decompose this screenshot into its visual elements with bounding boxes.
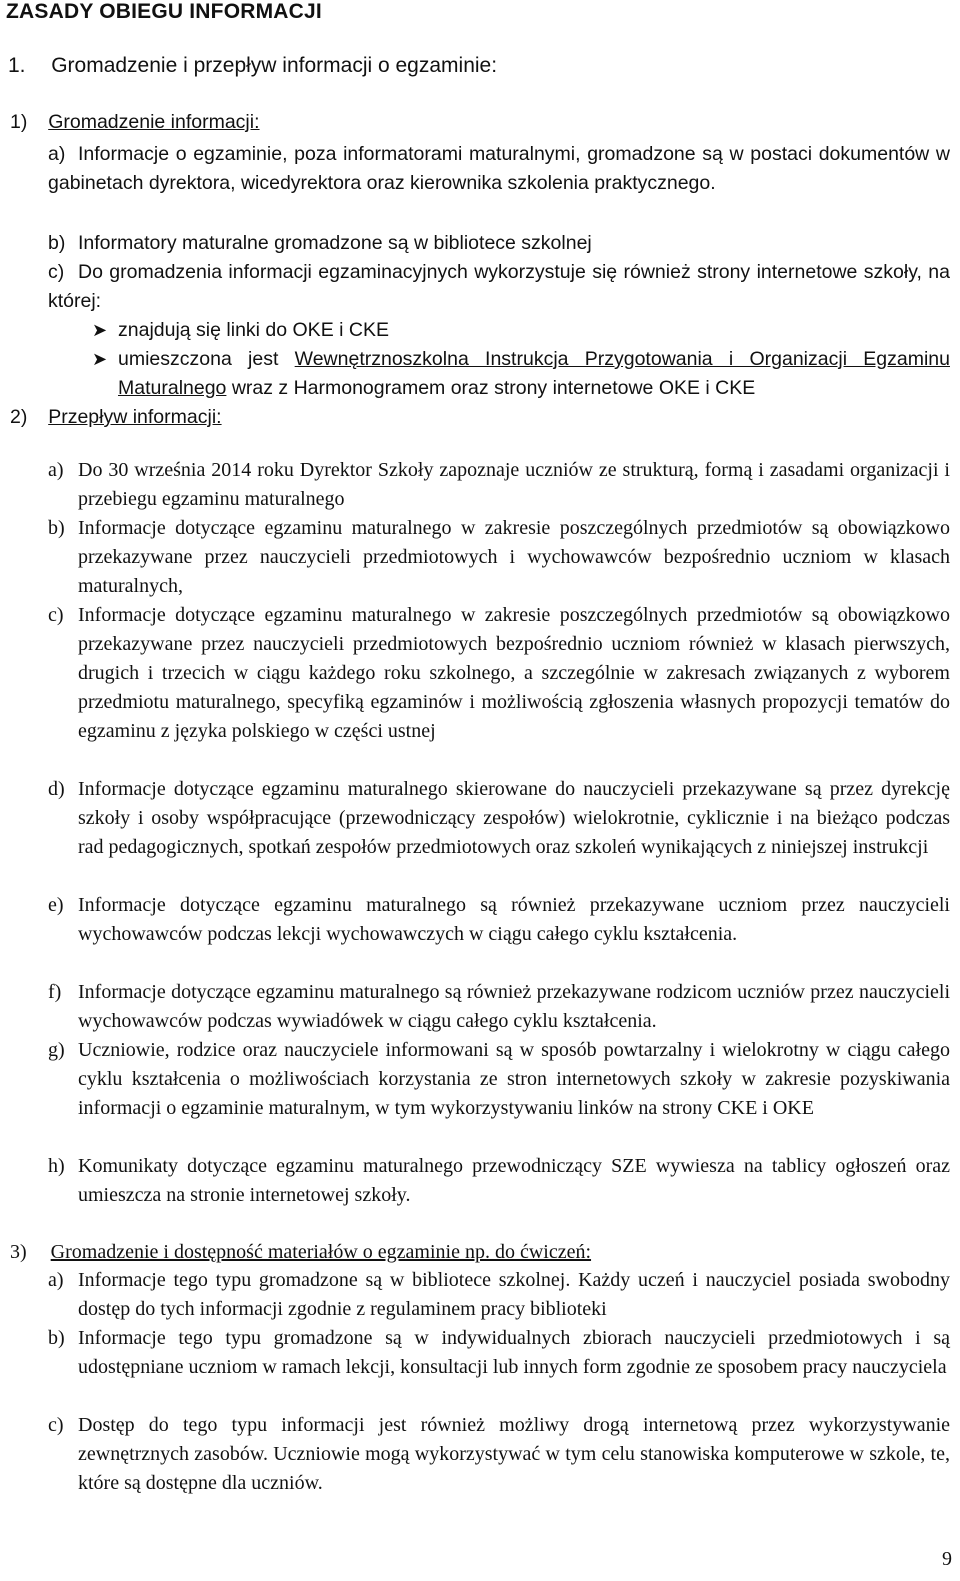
- sub1-item-a: [48, 140, 950, 198]
- instruction-link[interactable]: Wewnętrznoszkolna Instrukcja Przygotowania i Organizacji Egzaminu Maturalnego: [118, 348, 950, 399]
- arrow-bullet-icon: ➤: [92, 349, 108, 369]
- sub2-item-h: [48, 1152, 950, 1210]
- item-marker: a): [48, 143, 66, 165]
- item-text: Dostęp do tego typu informacji jest również możliwy drogą internetową przez wykorzystywanie zewnętrznych zasobów. Uczniowie mogą wykorzystywać w tym celu stanowiska komputerowe w szkole, te, które są dostępne dla uczniów.: [78, 1414, 950, 1494]
- item-marker: a): [48, 459, 64, 481]
- subsection-2-number: 2): [10, 406, 28, 428]
- sub2-item-b: [48, 514, 950, 601]
- subsection-1-number: 1): [10, 111, 28, 133]
- item-marker: c): [48, 1414, 64, 1436]
- item-marker: c): [48, 261, 65, 283]
- sub2-item-e: [48, 891, 950, 949]
- subsection-3-heading: [10, 1238, 950, 1267]
- item-text: Do gromadzenia informacji egzaminacyjnych wykorzystuje się również strony internetowe szkoły, na której:: [48, 261, 950, 312]
- bullet-text-after: wraz z Harmonogramem oraz strony internetowe OKE i CKE: [226, 377, 756, 399]
- item-marker: b): [48, 517, 65, 539]
- section-1-number: 1.: [8, 54, 26, 77]
- sub2-item-g: [48, 1036, 950, 1123]
- sub3-item-b: [48, 1324, 950, 1382]
- item-marker: a): [48, 1269, 64, 1291]
- sub2-item-d: [48, 775, 950, 862]
- section-1-heading: [8, 54, 497, 78]
- item-marker: b): [48, 232, 66, 254]
- item-marker: d): [48, 778, 65, 800]
- item-marker: c): [48, 604, 64, 626]
- bullet-text-before: umieszczona jest: [118, 348, 295, 370]
- sub3-item-c: [48, 1411, 950, 1498]
- item-text: Informacje tego typu gromadzone są w indywidualnych zbiorach nauczycieli przedmiotowych i są udostępniane uczniom w ramach lekcji, konsultacji lub innych form zgodnie ze sposobem pracy nauczyciela: [78, 1327, 950, 1378]
- subsection-3-title: Gromadzenie i dostępność materiałów o egzaminie np. do ćwiczeń:: [50, 1241, 592, 1263]
- item-marker: b): [48, 1327, 65, 1349]
- sub1-item-c: [48, 258, 950, 316]
- item-text: Uczniowie, rodzice oraz nauczyciele informowani są w sposób powtarzalny i wielokrotny w ciągu całego cyklu kształcenia o możliwościach korzystania ze stron internetowych szkoły w zakresie pozyskiwania informacji o egzaminie maturalnym, w tym wykorzystywaniu linków na strony CKE i OKE: [78, 1039, 950, 1119]
- item-text: Informacje tego typu gromadzone są w bibliotece szkolnej. Każdy uczeń i nauczyciel posiada swobodny dostęp do tych informacji zgodnie z regulaminem pracy biblioteki: [78, 1269, 950, 1320]
- item-text: Informacje dotyczące egzaminu maturalnego są również przekazywane uczniom przez nauczycieli wychowawców podczas lekcji wychowawczych w ciągu całego cyklu kształcenia.: [78, 894, 950, 945]
- item-marker: e): [48, 894, 64, 916]
- item-text: Komunikaty dotyczące egzaminu maturalnego przewodniczący SZE wywiesza na tablicy ogłoszeń oraz umieszcza na stronie internetowej szkoły.: [78, 1155, 950, 1206]
- item-text: Informacje dotyczące egzaminu maturalnego w zakresie poszczególnych przedmiotów są obowiązkowo przekazywane przez nauczycieli przedmiotowych i wychowawców bezpośrednio uczniom w klasach maturalnych,: [78, 517, 950, 597]
- subsection-1-heading: [10, 108, 950, 137]
- bullet-text: znajdują się linki do OKE i CKE: [118, 319, 389, 341]
- item-marker: h): [48, 1155, 65, 1177]
- item-text: Informatory maturalne gromadzone są w bibliotece szkolnej: [78, 232, 592, 254]
- item-text: Informacje dotyczące egzaminu maturalnego są również przekazywane rodzicom uczniów przez nauczycieli wychowawców podczas wywiadówek w ciągu całego cyklu kształcenia.: [78, 981, 950, 1032]
- subsection-3-number: 3): [10, 1241, 27, 1263]
- item-text: Do 30 września 2014 roku Dyrektor Szkoły zapoznaje uczniów ze strukturą, formą i zasadami organizacji i przebiegu egzaminu maturalnego: [78, 459, 950, 510]
- sub1-item-b: [48, 229, 950, 258]
- sub2-item-a: [48, 456, 950, 514]
- item-marker: g): [48, 1039, 65, 1061]
- subsection-1: [10, 108, 950, 137]
- page-number: 9: [942, 1548, 952, 1570]
- sub2-item-c: [48, 601, 950, 746]
- item-text: Informacje dotyczące egzaminu maturalnego w zakresie poszczególnych przedmiotów są obowiązkowo przekazywane przez nauczycieli przedmiotowych bezpośrednio uczniom również w klasach pierwszych, drugich i trzecich w ciągu każdego roku szkolnego, a szczególnie w zakresach związanych z wyborem przedmiotu maturalnego, specyfiką egzaminów i możliwością zgłoszenia własnych propozycji tematów do egzaminu z języka polskiego w części ustnej: [78, 604, 950, 742]
- subsection-2-heading: [10, 403, 950, 432]
- subsection-2-title: Przepływ informacji:: [48, 406, 222, 428]
- section-1-title: Gromadzenie i przepływ informacji o egzaminie:: [51, 54, 498, 77]
- document-title: ZASADY OBIEGU INFORMACJI: [6, 0, 322, 23]
- sub1-bullet-2: [92, 345, 950, 403]
- subsection-1-title: Gromadzenie informacji:: [48, 111, 260, 133]
- sub1-bullet-1: [92, 316, 950, 345]
- item-text: Informacje dotyczące egzaminu maturalnego skierowane do nauczycieli przekazywane są przez dyrekcję szkoły i osoby współpracujące (przewodniczący zespołów) wielokrotnie, cyklicznie i na bieżąco podczas rad pedagogicznych, spotkań zespołów przedmiotowych oraz szkoleń wynikających z niniejszej instrukcji: [78, 778, 950, 858]
- item-text: Informacje o egzaminie, poza informatorami maturalnymi, gromadzone są w postaci dokumentów w gabinetach dyrektora, wicedyrektora oraz kierownika szkolenia praktycznego.: [48, 143, 950, 194]
- sub2-item-f: [48, 978, 950, 1036]
- arrow-bullet-icon: ➤: [92, 320, 108, 340]
- item-marker: f): [48, 981, 62, 1003]
- sub3-item-a: [48, 1266, 950, 1324]
